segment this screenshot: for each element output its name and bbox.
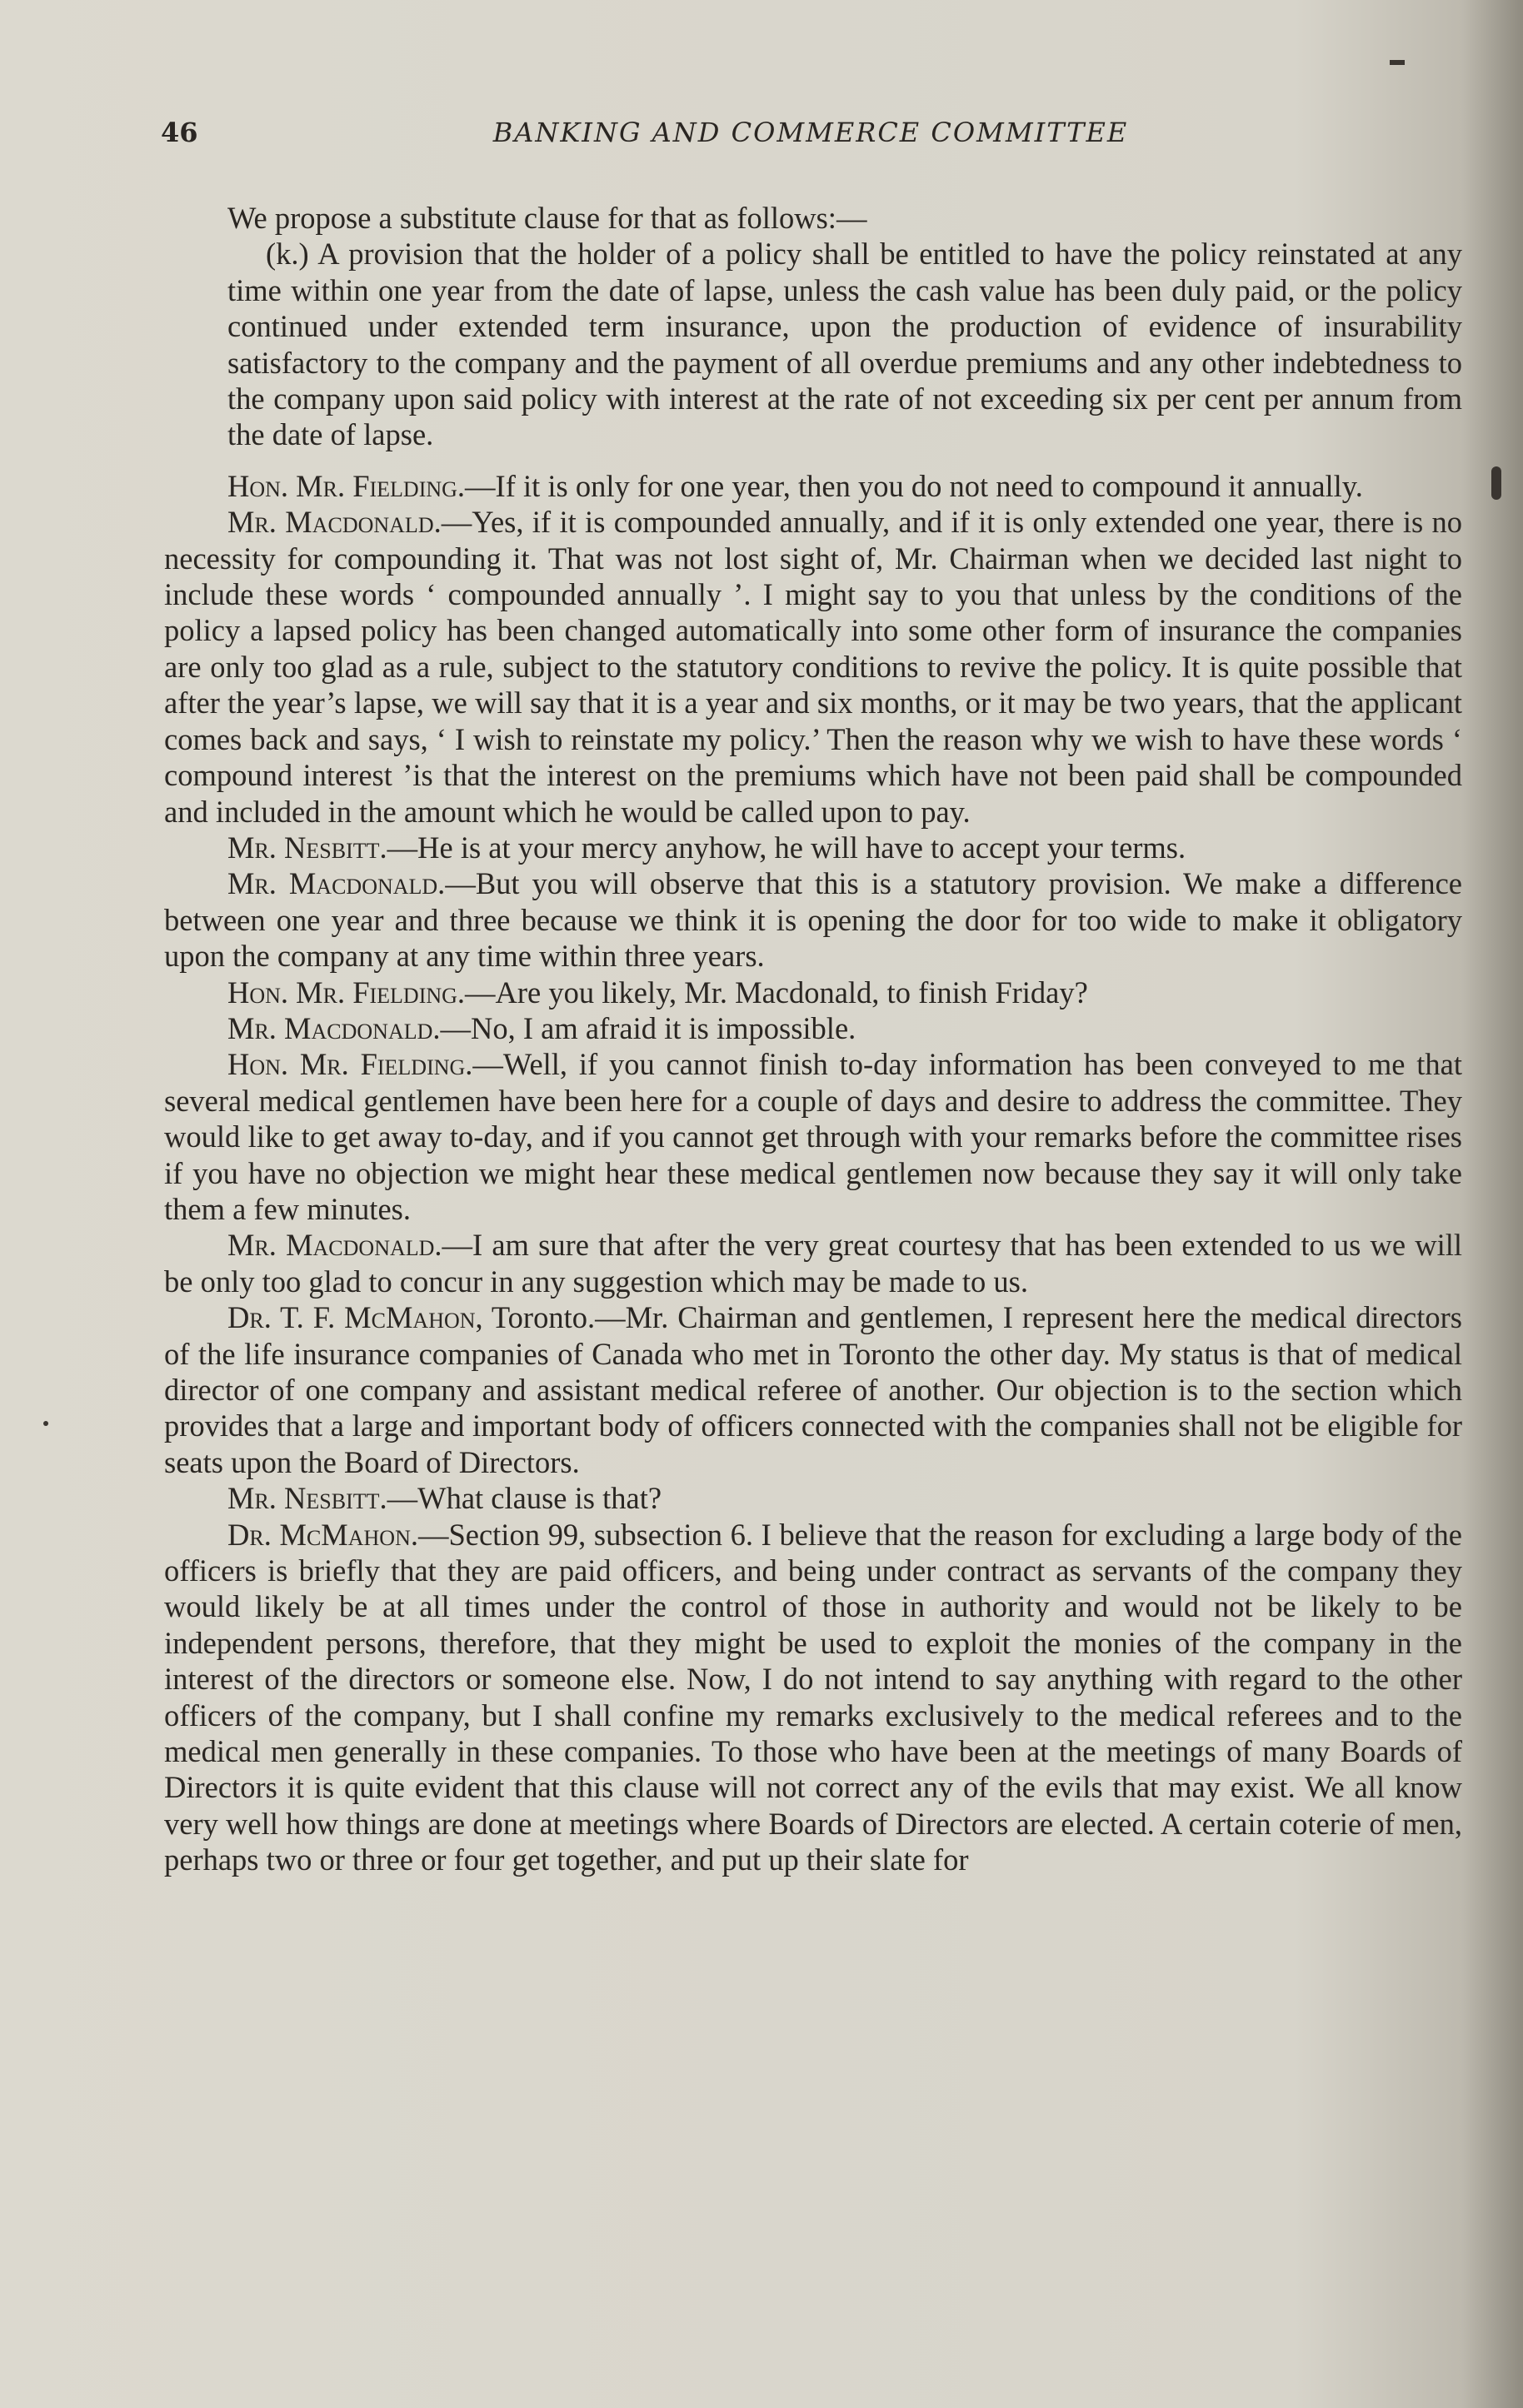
speaker-name: Mr. Macdonald. (227, 1010, 441, 1045)
intro-line: We propose a substitute clause for that as follows:— (227, 201, 867, 235)
paragraph (164, 1010, 1462, 1046)
paragraph (164, 1480, 1462, 1516)
page-header (161, 117, 1461, 158)
paragraph (164, 1046, 1462, 1227)
clause-text: (k.) A provision that the holder of a policy shall be entitled to have the policy reinstated at any time within one year from the date of lapse, unless the cash value has been duly paid, or the policy continued under extended term insurance, upon the production of evidence of insurability satisfactory to the company and the payment of all overdue premiums and any other indebtedness to the company upon said policy with interest at the rate of not exceeding six per cent per annum from the date of lapse. (227, 237, 1462, 452)
speaker-name: Mr. Nesbitt. (227, 830, 387, 865)
paragraph-text: —What clause is that? (387, 1481, 662, 1516)
ink-speck (43, 1421, 48, 1426)
speaker-name: Hon. Mr. Fielding. (227, 1047, 473, 1082)
speaker-name: Mr. Macdonald. (227, 1228, 442, 1263)
speaker-name: Mr. Macdonald. (227, 505, 442, 540)
paragraph-text: —I am sure that after the very great courtesy that has been extended to us we will be only too glad to concur in any suggestion which may be made to us. (164, 1228, 1462, 1299)
paragraph-text: —Well, if you cannot finish to-day information has been conveyed to me that several medical gentlemen have been here for a couple of days and desire to address the committee. They would like to get away to-day, and if you cannot get through with your remarks before the committee rises if you have no objection we might hear these medical gentlemen now because they say it will only take them a few minutes. (164, 1047, 1462, 1226)
paragraph-text: —Yes, if it is compounded annually, and if it is only extended one year, there is no necessity for compounding it. That was not lost sight of, Mr. Chairman when we decided last night to include these words ‘ compounded annually ’. I might say to you that unless by the conditions of the policy a lapsed policy has been changed automatically into some other form of insurance the companies are only too glad as a rule, subject to the statutory conditions to revive the policy. It is quite possible that after the year’s lapse, we will say that it is a year and six months, or it may be two years, that the applicant comes back and says, ‘ I wish to reinstate my policy.’ Then the reason why we wish to have these words ‘ compound interest ’is that the interest on the premiums which have not been paid shall be compounded and included in the amount which he would be called upon to pay. (164, 505, 1463, 829)
speaker-name: Mr. Nesbitt. (227, 1481, 387, 1516)
paragraph-text: —If it is only for one year, then you do not need to compound it annually. (465, 468, 1363, 503)
speaker-name: Dr. McMahon. (227, 1517, 418, 1552)
page-number: 46 (161, 117, 198, 148)
speaker-name: Mr. Macdonald. (227, 866, 446, 901)
ink-speck (1491, 466, 1501, 500)
paragraph-text: —No, I am afraid it is impossible. (440, 1010, 856, 1045)
paragraph-text: —Are you likely, Mr. Macdonald, to finish Friday? (465, 975, 1088, 1010)
speaker-name: Hon. Mr. Fielding. (227, 468, 466, 503)
paragraph (164, 830, 1462, 865)
speaker-name: Hon. Mr. Fielding. (227, 975, 466, 1010)
paragraph (164, 975, 1462, 1010)
paragraph (164, 504, 1462, 830)
paragraph-text: —But you will observe that this is a statutory provision. We make a difference between one year and three because we think it is opening the door for too wide to make it obligatory upon the company at any time within three years. (164, 866, 1462, 974)
paragraph-text: Toronto.—Mr. Chairman and gentlemen, I represent here the medical directors of the life insurance companies of Canada who met in Toronto the other day. My status is that of medical director of one company and assistant medical referee of another. Our objection is to the section which provides that a large and important body of officers connected with the companies shall not be eligible for seats upon the Board of Directors. (164, 1300, 1462, 1479)
body-text (164, 200, 1462, 1878)
paragraph (164, 1227, 1462, 1299)
proposed-clause (164, 236, 1462, 452)
ink-speck (1390, 60, 1405, 65)
paragraph-text: —Section 99, subsection 6. I believe that the reason for excluding a large body of the officers is briefly that they are paid officers, and being under contract as servants of the company they would likely be at all times under the control of those in authority and would not be likely to be independent persons, therefore, that they might be used to exploit the monies of the company in the interest of the directors or someone else. Now, I do not intend to say anything with regard to the other officers of the company, but I shall confine my remarks exclusively to the medical referees and to the medical men generally in these companies. To those who have been at the meetings of many Boards of Directors it is quite evident that this clause will not correct any of the evils that may exist. We all know very well how things are done at meetings where Boards of Directors are elected. A certain coterie of men, perhaps two or three or four get together, and put up their slate for (164, 1517, 1462, 1877)
speaker-name: Dr. T. F. McMahon, (227, 1300, 483, 1335)
paragraph (164, 468, 1462, 504)
paragraph (164, 1299, 1462, 1480)
paragraph (164, 865, 1462, 974)
paragraph (164, 1517, 1462, 1878)
running-title: BANKING AND COMMERCE COMMITTEE (492, 117, 1129, 148)
paragraph-text: —He is at your mercy anyhow, he will have to accept your terms. (387, 830, 1186, 865)
